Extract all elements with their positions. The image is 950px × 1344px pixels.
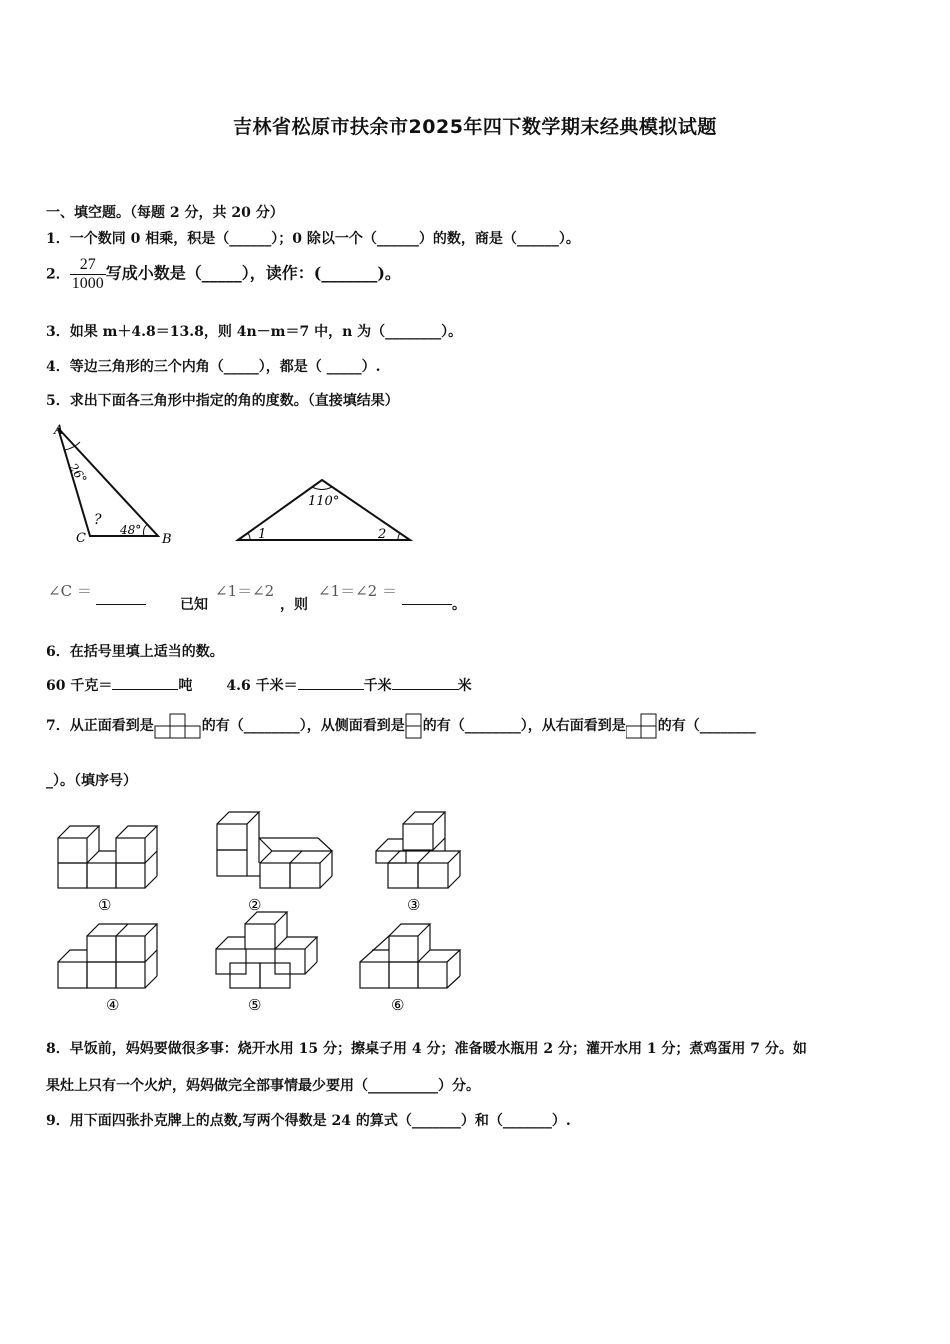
question-3: 3．如果 m＋4.8＝13.8，则 4n－m＝7 中，n 为（________）。 [46,324,463,340]
ton-unit: 吨 [178,678,193,694]
m-unit: 米 [457,678,472,694]
question-6-conversions [46,675,472,695]
top-angle-value: 110° [308,494,340,509]
vertex-c-label: C [76,531,86,546]
front-view-icon [154,712,202,740]
cube-figures [40,806,480,1021]
right-view-icon [626,712,658,740]
cube-figure-2 [217,812,332,888]
q2-number: 2． [46,266,70,283]
q7-side-text: 的有（________），从侧面看到是 [201,718,405,734]
fraction-numerator: 27 [70,256,106,275]
question-8-line-1: 8．早饭前，妈妈要做很多事：烧开水用 15 分；擦桌子用 4 分；准备暖水瓶用 2 分；灌开水用 1 分；煮鸡蛋用 7 分。如 [46,1041,807,1057]
q2-text: 写成小数是（_____），读作：(_______)。 [105,263,401,283]
triangle-abc-figure [48,420,183,550]
question-6: 6．在括号里填上适当的数。 [46,644,224,660]
angle-c-formula: ∠C ＝ [48,582,92,600]
question-1: 1．一个数同 0 相乘，积是（______）；0 除以一个（______）的数，商是（______）。 [46,231,580,247]
question-9: 9．用下面四张扑克牌上的点数,写两个得数是 24 的算式（_______）和（_______）. [46,1113,571,1129]
top-angle-arc [312,487,332,490]
side-view-icon [405,712,423,740]
question-8-line-2: 果灶上只有一个火炉，妈妈做完全部事情最少要用（__________）分。 [46,1078,480,1094]
fraction [70,256,106,293]
known-text: 已知 [180,597,208,613]
cube-label-1: ① [98,896,112,914]
section-heading: 一、填空题。（每题 2 分，共 20 分） [46,205,284,221]
cube-figure-6 [360,924,460,988]
angle-c-blank [96,592,146,605]
cube-label-3: ③ [407,896,421,914]
question-4: 4．等边三角形的三个内角（_____），都是（ _____）. [46,359,381,375]
end-mark: 。 [452,597,466,613]
cube-figure-3 [376,812,460,888]
then-text: ，则 [280,597,308,613]
ton-blank [112,689,178,690]
question-7 [46,712,756,740]
question-5: 5．求出下面各三角形中指定的角的度数。（直接填结果） [46,393,399,409]
q7-front-text: 7．从正面看到是 [46,718,154,734]
q7-end-text: 的有（________ [657,718,756,734]
vertex-a-label: A [54,423,64,438]
page-title: 吉林省松原市扶余市2025年四下数学期末经典模拟试题 [233,116,717,138]
cube-figure-5 [216,912,317,988]
angle-a-value: 26° [65,460,90,487]
fraction-denominator: 1000 [71,275,104,292]
q7-right-text: 的有（________），从右面看到是 [422,718,626,734]
m-blank [392,689,458,690]
cube-figure-1 [58,826,157,888]
angle-2-label: 2 [378,527,387,542]
km-blank [298,689,364,690]
triangle-110-figure [232,474,417,546]
question-2 [46,256,401,293]
cube-label-6: ⑥ [391,996,405,1014]
cube-label-4: ④ [106,996,120,1014]
angle-equality-given: ∠1＝∠2 [215,582,275,600]
kg-to-ton: 60 千克＝ [46,678,113,694]
cube-label-5: ⑤ [248,996,262,1014]
triangle-abc [58,428,158,536]
angle-equality-result: ∠1＝∠2 ＝ [318,582,397,600]
km-unit: 千米 [363,678,392,694]
vertex-b-label: B [162,532,172,547]
question-7-continued: _）。（填序号） [46,773,137,789]
unknown-angle-mark: ? [94,512,102,528]
angle-result-blank [402,592,452,605]
km-conversion: 4.6 千米＝ [226,678,298,694]
angle-b-value: 48° [120,523,142,537]
cube-figure-4 [58,924,157,988]
cube-label-2: ② [248,896,262,914]
angle-1-label: 1 [258,527,267,542]
